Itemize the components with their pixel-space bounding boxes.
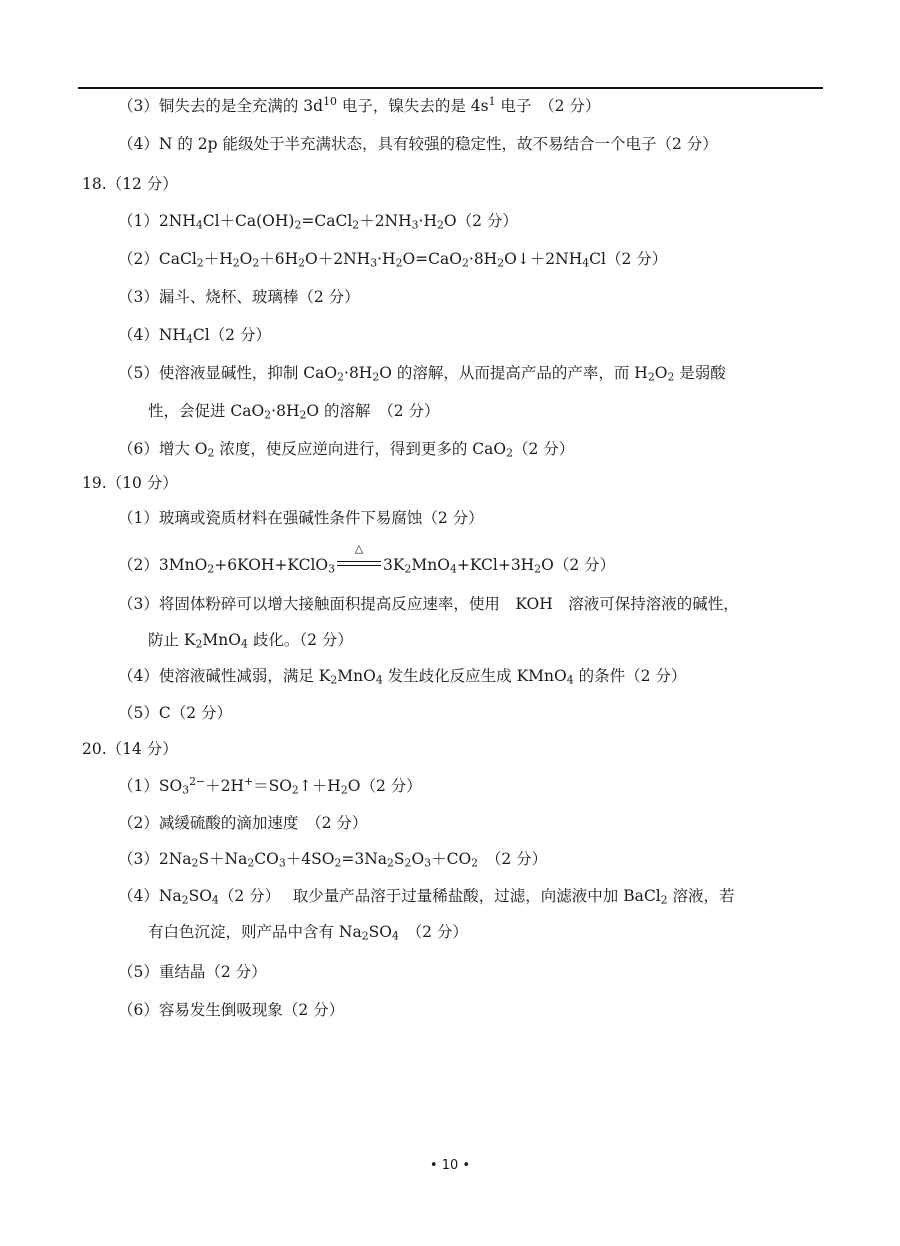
q20-answer-4-line2: 有白色沉淀，则产品中含有 $Na_2SO_4$ （2 分） bbox=[148, 923, 468, 943]
q18-answer-5-line2: 性，会促进 $CaO_2\cdot 8H_2O$ 的溶解 （2 分） bbox=[148, 402, 440, 422]
q18-answer-1: $(1)2NH_4Cl+Ca(OH)_2=CaCl_2+2NH_3\cdot H_2O(2$ 分） bbox=[118, 212, 518, 232]
q18-answer-2: $(2)CaCl_2+H_2O_2+6H_2O+2NH_3\cdot H_2O=CaO_2\cdot 8H_2O↓+2NH_4Cl(2$ 分） bbox=[118, 250, 668, 270]
page-number: • 10 • bbox=[429, 1158, 471, 1173]
q20-answer-2: （2）减缓硫酸的滴加速度 （2 分） bbox=[118, 814, 368, 832]
q18-answer-3: （3）漏斗、烧杯、玻璃棒（2 分） bbox=[118, 288, 360, 306]
q18-answer-5-line1: （5）使溶液显碱性，抑制 $CaO_2\cdot 8H_2O$ 的溶解，从而提高产品的产率，而 $H_2O_2$ 是弱酸 bbox=[118, 364, 726, 384]
q18-answer-4: $(4)NH_4Cl(2$ 分） bbox=[118, 326, 271, 346]
q19-answer-4: （4）使溶液碱性减弱，满足 $K_2MnO_4$ 发生歧化反应生成 KMnO$_4$ 的条件（2 分） bbox=[118, 667, 687, 687]
heat-triangle-icon: △ bbox=[354, 542, 364, 555]
q19-answer-5: （5）C（2 分） bbox=[118, 704, 233, 722]
q20-answer-4-line1: $(4)Na_2SO_4(2$ 分） 取少量产品溶于过量稀盐酸，过滤，向滤液中加 BaCl$_2$ 溶液，若 bbox=[118, 887, 735, 907]
heating-condition-symbol bbox=[337, 542, 381, 571]
q19-answer-3-line1: （3）将固体粉碎可以增大接触面积提高反应速率，使用 KOH 溶液可保持溶液的碱性， bbox=[118, 595, 739, 613]
q20-answer-1: $(1)SO_3^{2-}+2H^+=SO_2↑+H_2O(2$ 分） bbox=[118, 775, 422, 797]
q17-answer-4: （4）N 的 2p 能级处于半充满状态，具有较强的稳定性，故不易结合一个电子（2 分） bbox=[118, 135, 718, 153]
q17-answer-3: （3）铜失去的是全充满的 $3d^{10}$ 电子，镍失去的是 $4s^1$ 电子 （2 分） bbox=[118, 95, 601, 115]
q19-header: 19.（10 分） bbox=[82, 474, 178, 492]
q19-answer-1: （1）玻璃或瓷质材料在强碱性条件下易腐蚀（2 分） bbox=[118, 509, 484, 527]
q20-answer-6: （6）容易发生倒吸现象（2 分） bbox=[118, 1001, 345, 1019]
q19-answer-2: （2）3MnO$_2$+6KOH+KClO$_3$ △ $3K_2MnO_4+KCl+3H_2O(2$ 分） bbox=[118, 542, 616, 576]
q18-answer-6: （6）增大 $O_2$ 浓度，使反应逆向进行，得到更多的 CaO$_2$（2 分） bbox=[118, 440, 575, 460]
q20-header: 20.（14 分） bbox=[82, 740, 178, 758]
header-rule bbox=[78, 87, 823, 89]
q20-answer-3: $(3)2Na_2S+Na_2CO_3+4SO_2=3Na_2S_2O_3+CO_2$ （2 分） bbox=[118, 850, 548, 870]
q18-header: 18.（12 分） bbox=[82, 175, 178, 193]
q19-answer-3-line2: 防止 $K_2MnO_4$ 歧化。（2 分） bbox=[148, 631, 353, 651]
q20-answer-5: （5）重结晶（2 分） bbox=[118, 963, 267, 981]
